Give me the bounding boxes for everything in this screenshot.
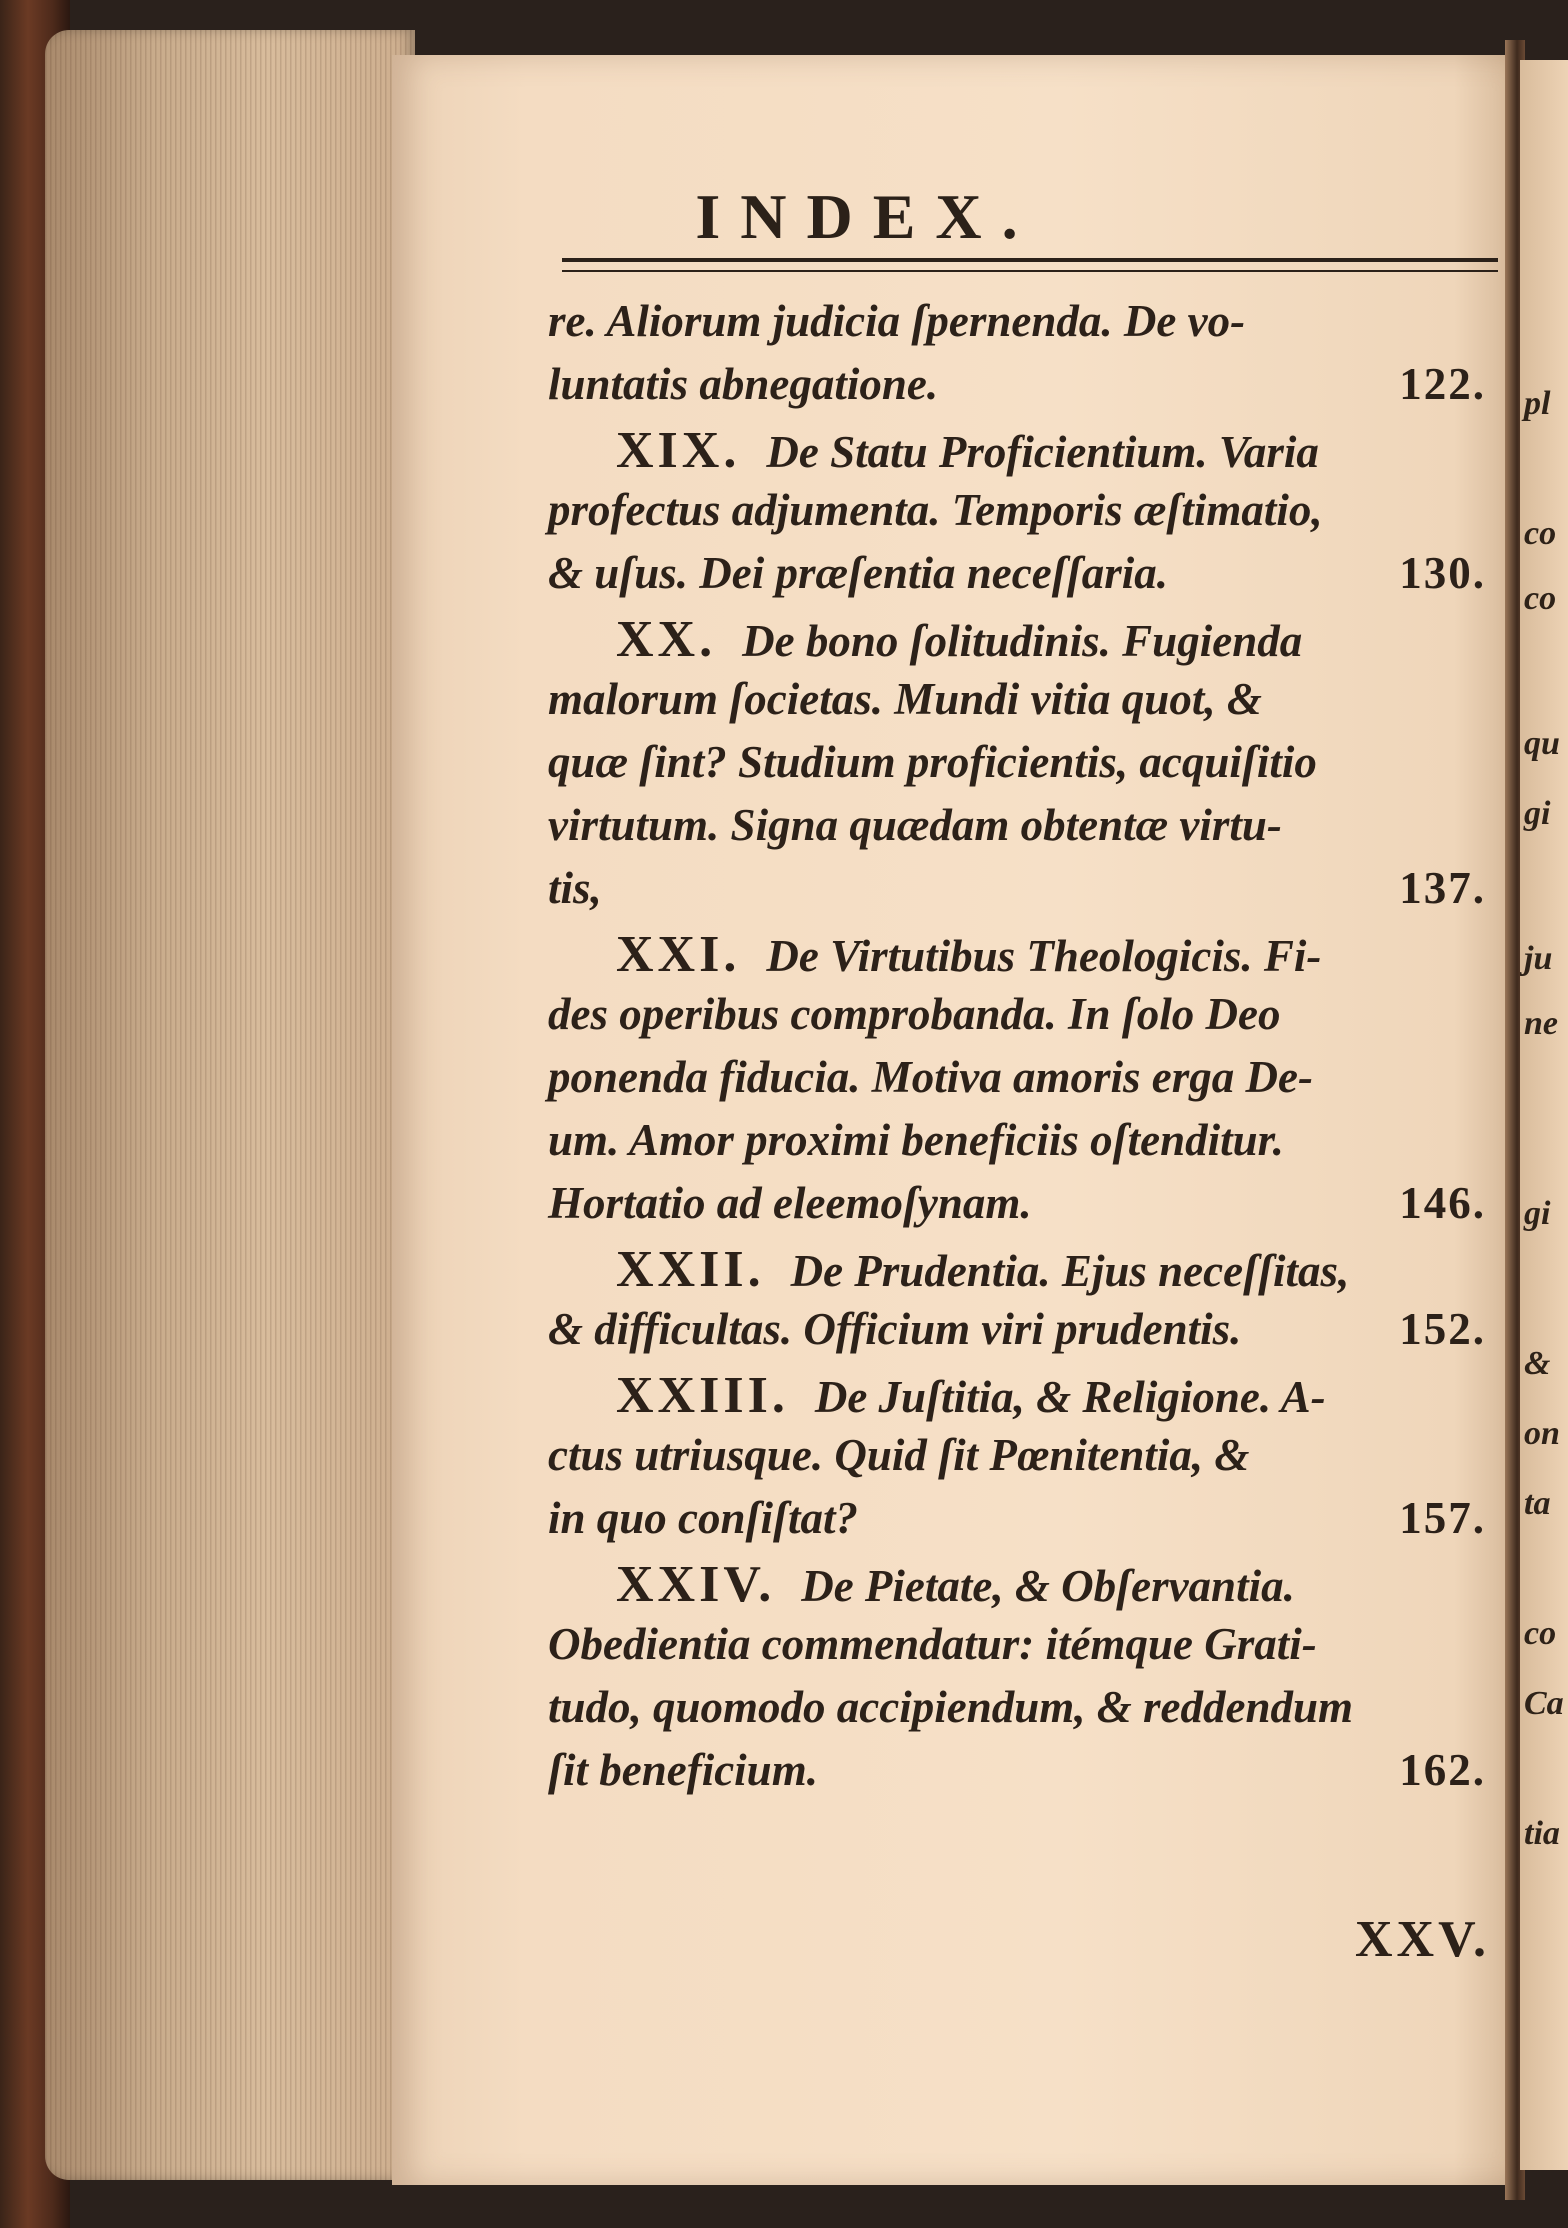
facing-fragment: ta <box>1524 1485 1551 1522</box>
page-number: 122. <box>1399 359 1486 409</box>
entry-text: re. Aliorum judicia ſpernenda. De vo- <box>548 296 1246 346</box>
index-line <box>548 925 1486 995</box>
entry-text: des operibus comprobanda. In ſolo Deo <box>548 989 1281 1039</box>
entry-text: malorum ſocietas. Mundi vitia quot, & <box>548 674 1262 724</box>
index-line <box>548 862 1486 932</box>
entry-text: & uſus. Dei præſentia neceſſaria. <box>548 548 1168 598</box>
entry-text: ctus utriusque. Quid ſit Pœnitentia, & <box>548 1430 1250 1480</box>
index-line <box>548 1051 1486 1121</box>
index-line <box>548 673 1486 743</box>
chapter-numeral: XX. <box>616 611 717 668</box>
index-line <box>548 1681 1486 1751</box>
facing-fragment: qu <box>1524 725 1560 762</box>
page-block-edges <box>45 30 415 2180</box>
index-line <box>548 1366 1486 1436</box>
index-line <box>548 988 1486 1058</box>
chapter-numeral: XXIV. <box>616 1556 776 1613</box>
index-line <box>548 295 1486 365</box>
entry-text: virtutum. Signa quædam obtentæ virtu- <box>548 800 1282 850</box>
chapter-numeral: XXII. <box>616 1241 765 1298</box>
entry-text: De Statu Proficientium. Varia <box>766 427 1319 477</box>
entry-text: luntatis abnegatione. <box>548 359 939 409</box>
index-line <box>548 610 1486 680</box>
entry-text: profectus adjumenta. Temporis æſtimatio, <box>548 485 1323 535</box>
catchword: XXV. <box>1355 1911 1490 1968</box>
page-number: 157. <box>1399 1493 1486 1543</box>
facing-fragment: ne <box>1524 1005 1558 1042</box>
facing-fragment: co <box>1524 1615 1557 1652</box>
index-line <box>548 1555 1486 1625</box>
index-line <box>548 1492 1486 1562</box>
index-line <box>548 358 1486 428</box>
page-number: 130. <box>1399 548 1486 598</box>
header-rule <box>562 258 1498 272</box>
facing-fragment: on <box>1524 1415 1560 1452</box>
entry-text: ſit beneficium. <box>548 1745 818 1795</box>
index-line <box>548 1744 1486 1814</box>
page-number: 146. <box>1399 1178 1486 1228</box>
facing-fragment: co <box>1524 580 1557 617</box>
facing-fragment: & <box>1524 1345 1551 1382</box>
index-line <box>548 736 1486 806</box>
entry-text: Obedientia commendatur: itémque Grati- <box>548 1619 1317 1669</box>
entry-text: Hortatio ad eleemoſynam. <box>548 1178 1032 1228</box>
entry-text: De Virtutibus Theologicis. Fi- <box>766 931 1322 981</box>
facing-page-edge <box>1520 60 1568 2170</box>
page-header: INDEX. <box>695 181 1038 252</box>
index-line <box>548 484 1486 554</box>
facing-fragment: gi <box>1524 1195 1551 1232</box>
index-line <box>548 1240 1486 1310</box>
index-line <box>548 1177 1486 1247</box>
facing-fragment: Ca <box>1524 1685 1564 1722</box>
entry-text: De Prudentia. Ejus neceſſitas, <box>790 1246 1350 1296</box>
page-number: 162. <box>1399 1745 1486 1795</box>
facing-fragment: tia <box>1524 1815 1560 1852</box>
entry-text: De Juſtitia, & Religione. A- <box>814 1372 1326 1422</box>
index-line <box>548 1114 1486 1184</box>
entry-text: quæ ſint? Studium proficientis, acquiſitio <box>548 737 1317 787</box>
facing-fragment: pl <box>1524 385 1551 422</box>
index-line <box>548 1618 1486 1688</box>
index-line <box>548 547 1486 617</box>
index-line <box>548 421 1486 491</box>
page-number: 137. <box>1399 863 1486 913</box>
entry-text: tudo, quomodo accipiendum, & reddendum <box>548 1682 1354 1732</box>
facing-fragment: ju <box>1524 940 1553 977</box>
chapter-numeral: XIX. <box>616 422 741 479</box>
index-line <box>548 799 1486 869</box>
entry-text: ponenda fiducia. Motiva amoris erga De- <box>548 1052 1313 1102</box>
entry-text: & difficultas. Officium viri prudentis. <box>548 1304 1242 1354</box>
index-line <box>548 1303 1486 1373</box>
entry-text: in quo conſiſtat? <box>548 1493 859 1543</box>
entry-text: De bono ſolitudinis. Fugienda <box>742 616 1303 666</box>
facing-fragment: co <box>1524 515 1557 552</box>
entry-text: um. Amor proximi beneficiis oſtenditur. <box>548 1115 1284 1165</box>
entry-text: tis, <box>548 863 602 913</box>
entry-text: De Pietate, & Obſervantia. <box>801 1561 1295 1611</box>
index-line <box>548 1429 1486 1499</box>
facing-fragment: gi <box>1524 795 1551 832</box>
page-number: 152. <box>1399 1304 1486 1354</box>
chapter-numeral: XXI. <box>616 926 741 983</box>
chapter-numeral: XXIII. <box>616 1367 789 1424</box>
